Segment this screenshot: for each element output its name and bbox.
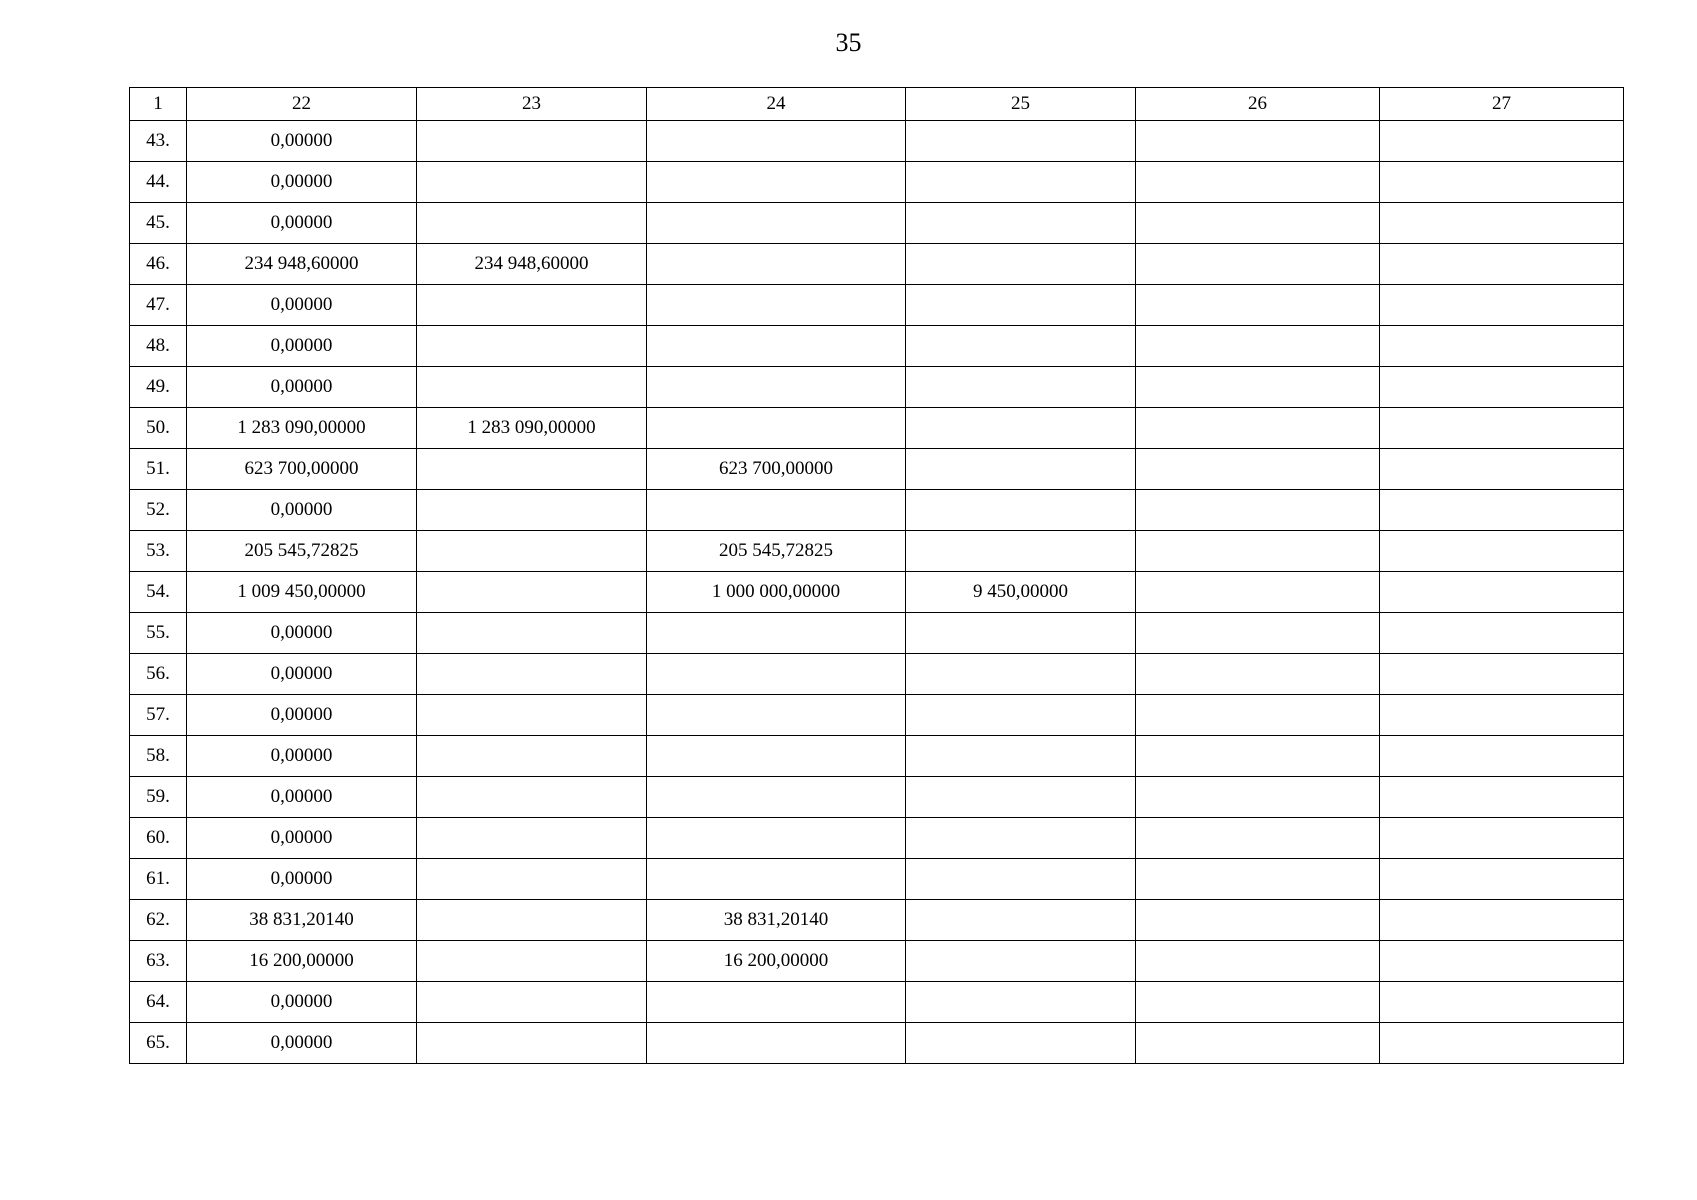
- col-27-cell: [1380, 244, 1624, 285]
- row-number-cell: 47.: [130, 285, 187, 326]
- table-row: [130, 736, 1624, 777]
- col-23-cell: [417, 695, 647, 736]
- table-row: [130, 326, 1624, 367]
- col-24-cell: [647, 1023, 906, 1064]
- col-23-cell: [417, 613, 647, 654]
- table-row: [130, 408, 1624, 449]
- col-22-cell: 0,00000: [187, 613, 417, 654]
- header-row: [130, 88, 1624, 121]
- col-27-cell: [1380, 490, 1624, 531]
- col-23-cell: [417, 572, 647, 613]
- table-row: [130, 777, 1624, 818]
- col-22-cell: 0,00000: [187, 695, 417, 736]
- col-27-cell: [1380, 449, 1624, 490]
- col-26-cell: [1136, 941, 1380, 982]
- col-24-cell: [647, 777, 906, 818]
- col-27-cell: [1380, 777, 1624, 818]
- col-23-cell: [417, 941, 647, 982]
- col-23-cell: [417, 818, 647, 859]
- col-26-cell: [1136, 736, 1380, 777]
- col-26-cell: [1136, 367, 1380, 408]
- col-26-cell: [1136, 285, 1380, 326]
- col-25-cell: [906, 162, 1136, 203]
- col-26-cell: [1136, 695, 1380, 736]
- col-27-cell: [1380, 162, 1624, 203]
- col-24-cell: [647, 203, 906, 244]
- col-25-cell: [906, 326, 1136, 367]
- table-row: [130, 982, 1624, 1023]
- col-22-cell: 0,00000: [187, 654, 417, 695]
- col-23-cell: [417, 1023, 647, 1064]
- col-26-cell: [1136, 818, 1380, 859]
- row-number-cell: 46.: [130, 244, 187, 285]
- col-24-cell: [647, 818, 906, 859]
- row-number-cell: 56.: [130, 654, 187, 695]
- table-row: [130, 818, 1624, 859]
- col-26-cell: [1136, 162, 1380, 203]
- col-25-cell: [906, 285, 1136, 326]
- col-26-cell: [1136, 859, 1380, 900]
- table-row: [130, 572, 1624, 613]
- col-26-cell: [1136, 203, 1380, 244]
- table-row: [130, 121, 1624, 162]
- col-23-cell: [417, 531, 647, 572]
- col-22-cell: 0,00000: [187, 162, 417, 203]
- col-27-cell: [1380, 326, 1624, 367]
- col-26-cell: [1136, 531, 1380, 572]
- col-26-cell: [1136, 982, 1380, 1023]
- row-number-cell: 52.: [130, 490, 187, 531]
- col-24-cell: [647, 408, 906, 449]
- table-row: [130, 490, 1624, 531]
- col-23-cell: [417, 900, 647, 941]
- col-22-cell: 0,00000: [187, 777, 417, 818]
- col-24-cell: 1 000 000,00000: [647, 572, 906, 613]
- table-row: [130, 285, 1624, 326]
- col-24-cell: [647, 859, 906, 900]
- col-25-cell: [906, 408, 1136, 449]
- col-22-cell: 0,00000: [187, 818, 417, 859]
- col-22-cell: 0,00000: [187, 367, 417, 408]
- row-number-cell: 49.: [130, 367, 187, 408]
- col-27-cell: [1380, 572, 1624, 613]
- col-26-cell: [1136, 408, 1380, 449]
- col-24-cell: 38 831,20140: [647, 900, 906, 941]
- column-header-23: 23: [417, 88, 647, 121]
- row-number-cell: 64.: [130, 982, 187, 1023]
- col-23-cell: [417, 777, 647, 818]
- col-27-cell: [1380, 203, 1624, 244]
- row-number-cell: 57.: [130, 695, 187, 736]
- col-27-cell: [1380, 121, 1624, 162]
- col-25-cell: 9 450,00000: [906, 572, 1136, 613]
- col-27-cell: [1380, 1023, 1624, 1064]
- col-27-cell: [1380, 695, 1624, 736]
- col-24-cell: 623 700,00000: [647, 449, 906, 490]
- col-25-cell: [906, 736, 1136, 777]
- col-26-cell: [1136, 121, 1380, 162]
- col-26-cell: [1136, 777, 1380, 818]
- col-22-cell: 1 283 090,00000: [187, 408, 417, 449]
- row-number-cell: 61.: [130, 859, 187, 900]
- row-number-cell: 48.: [130, 326, 187, 367]
- col-24-cell: 205 545,72825: [647, 531, 906, 572]
- col-27-cell: [1380, 859, 1624, 900]
- col-22-cell: 234 948,60000: [187, 244, 417, 285]
- col-23-cell: [417, 285, 647, 326]
- col-22-cell: 0,00000: [187, 490, 417, 531]
- col-25-cell: [906, 367, 1136, 408]
- col-25-cell: [906, 490, 1136, 531]
- column-header-24: 24: [647, 88, 906, 121]
- row-number-cell: 45.: [130, 203, 187, 244]
- col-22-cell: 0,00000: [187, 736, 417, 777]
- col-26-cell: [1136, 654, 1380, 695]
- row-number-cell: 60.: [130, 818, 187, 859]
- table-row: [130, 695, 1624, 736]
- col-23-cell: [417, 490, 647, 531]
- col-24-cell: [647, 490, 906, 531]
- col-25-cell: [906, 982, 1136, 1023]
- table-row: [130, 1023, 1624, 1064]
- row-number-cell: 63.: [130, 941, 187, 982]
- col-22-cell: 16 200,00000: [187, 941, 417, 982]
- col-26-cell: [1136, 900, 1380, 941]
- col-24-cell: [647, 613, 906, 654]
- row-number-cell: 44.: [130, 162, 187, 203]
- col-25-cell: [906, 777, 1136, 818]
- col-24-cell: 16 200,00000: [647, 941, 906, 982]
- col-24-cell: [647, 244, 906, 285]
- page-number: 35: [835, 28, 862, 57]
- col-25-cell: [906, 203, 1136, 244]
- col-23-cell: [417, 859, 647, 900]
- table-row: [130, 859, 1624, 900]
- col-24-cell: [647, 982, 906, 1023]
- col-23-cell: [417, 162, 647, 203]
- col-24-cell: [647, 736, 906, 777]
- col-27-cell: [1380, 941, 1624, 982]
- table-row: [130, 449, 1624, 490]
- col-22-cell: 205 545,72825: [187, 531, 417, 572]
- col-25-cell: [906, 613, 1136, 654]
- col-25-cell: [906, 818, 1136, 859]
- row-number-cell: 51.: [130, 449, 187, 490]
- col-22-cell: 0,00000: [187, 859, 417, 900]
- col-25-cell: [906, 121, 1136, 162]
- row-number-cell: 54.: [130, 572, 187, 613]
- col-22-cell: 1 009 450,00000: [187, 572, 417, 613]
- col-23-cell: [417, 654, 647, 695]
- col-24-cell: [647, 285, 906, 326]
- table-row: [130, 531, 1624, 572]
- row-number-cell: 59.: [130, 777, 187, 818]
- col-25-cell: [906, 654, 1136, 695]
- data-table: [129, 87, 1624, 1064]
- col-22-cell: 0,00000: [187, 285, 417, 326]
- col-24-cell: [647, 326, 906, 367]
- row-number-cell: 53.: [130, 531, 187, 572]
- col-27-cell: [1380, 736, 1624, 777]
- col-27-cell: [1380, 613, 1624, 654]
- column-header-25: 25: [906, 88, 1136, 121]
- col-27-cell: [1380, 982, 1624, 1023]
- col-23-cell: [417, 367, 647, 408]
- col-22-cell: 38 831,20140: [187, 900, 417, 941]
- col-26-cell: [1136, 572, 1380, 613]
- row-number-cell: 50.: [130, 408, 187, 449]
- table-header: [130, 88, 1624, 121]
- col-26-cell: [1136, 449, 1380, 490]
- row-number-cell: 65.: [130, 1023, 187, 1064]
- col-24-cell: [647, 654, 906, 695]
- col-25-cell: [906, 1023, 1136, 1064]
- table-row: [130, 203, 1624, 244]
- col-26-cell: [1136, 490, 1380, 531]
- table-row: [130, 367, 1624, 408]
- col-25-cell: [906, 695, 1136, 736]
- col-27-cell: [1380, 654, 1624, 695]
- col-22-cell: 0,00000: [187, 982, 417, 1023]
- row-number-cell: 58.: [130, 736, 187, 777]
- col-26-cell: [1136, 613, 1380, 654]
- table-row: [130, 900, 1624, 941]
- col-25-cell: [906, 244, 1136, 285]
- col-27-cell: [1380, 531, 1624, 572]
- col-26-cell: [1136, 326, 1380, 367]
- col-23-cell: 1 283 090,00000: [417, 408, 647, 449]
- col-22-cell: 0,00000: [187, 121, 417, 162]
- col-25-cell: [906, 941, 1136, 982]
- column-header-27: 27: [1380, 88, 1624, 121]
- col-24-cell: [647, 121, 906, 162]
- column-header-1: 1: [130, 88, 187, 121]
- col-27-cell: [1380, 900, 1624, 941]
- col-26-cell: [1136, 244, 1380, 285]
- table-row: [130, 244, 1624, 285]
- col-23-cell: [417, 449, 647, 490]
- col-24-cell: [647, 162, 906, 203]
- col-22-cell: 0,00000: [187, 326, 417, 367]
- col-22-cell: 0,00000: [187, 203, 417, 244]
- col-22-cell: 623 700,00000: [187, 449, 417, 490]
- col-27-cell: [1380, 285, 1624, 326]
- col-25-cell: [906, 449, 1136, 490]
- table-row: [130, 162, 1624, 203]
- col-23-cell: [417, 203, 647, 244]
- col-22-cell: 0,00000: [187, 1023, 417, 1064]
- col-23-cell: [417, 736, 647, 777]
- column-header-22: 22: [187, 88, 417, 121]
- table-row: [130, 613, 1624, 654]
- col-27-cell: [1380, 408, 1624, 449]
- col-25-cell: [906, 859, 1136, 900]
- col-26-cell: [1136, 1023, 1380, 1064]
- row-number-cell: 55.: [130, 613, 187, 654]
- col-23-cell: 234 948,60000: [417, 244, 647, 285]
- table-row: [130, 941, 1624, 982]
- col-24-cell: [647, 367, 906, 408]
- col-27-cell: [1380, 818, 1624, 859]
- col-24-cell: [647, 695, 906, 736]
- column-header-26: 26: [1136, 88, 1380, 121]
- table-body: [130, 121, 1624, 1064]
- col-27-cell: [1380, 367, 1624, 408]
- row-number-cell: 62.: [130, 900, 187, 941]
- col-23-cell: [417, 326, 647, 367]
- row-number-cell: 43.: [130, 121, 187, 162]
- col-25-cell: [906, 531, 1136, 572]
- col-23-cell: [417, 121, 647, 162]
- col-25-cell: [906, 900, 1136, 941]
- table-row: [130, 654, 1624, 695]
- col-23-cell: [417, 982, 647, 1023]
